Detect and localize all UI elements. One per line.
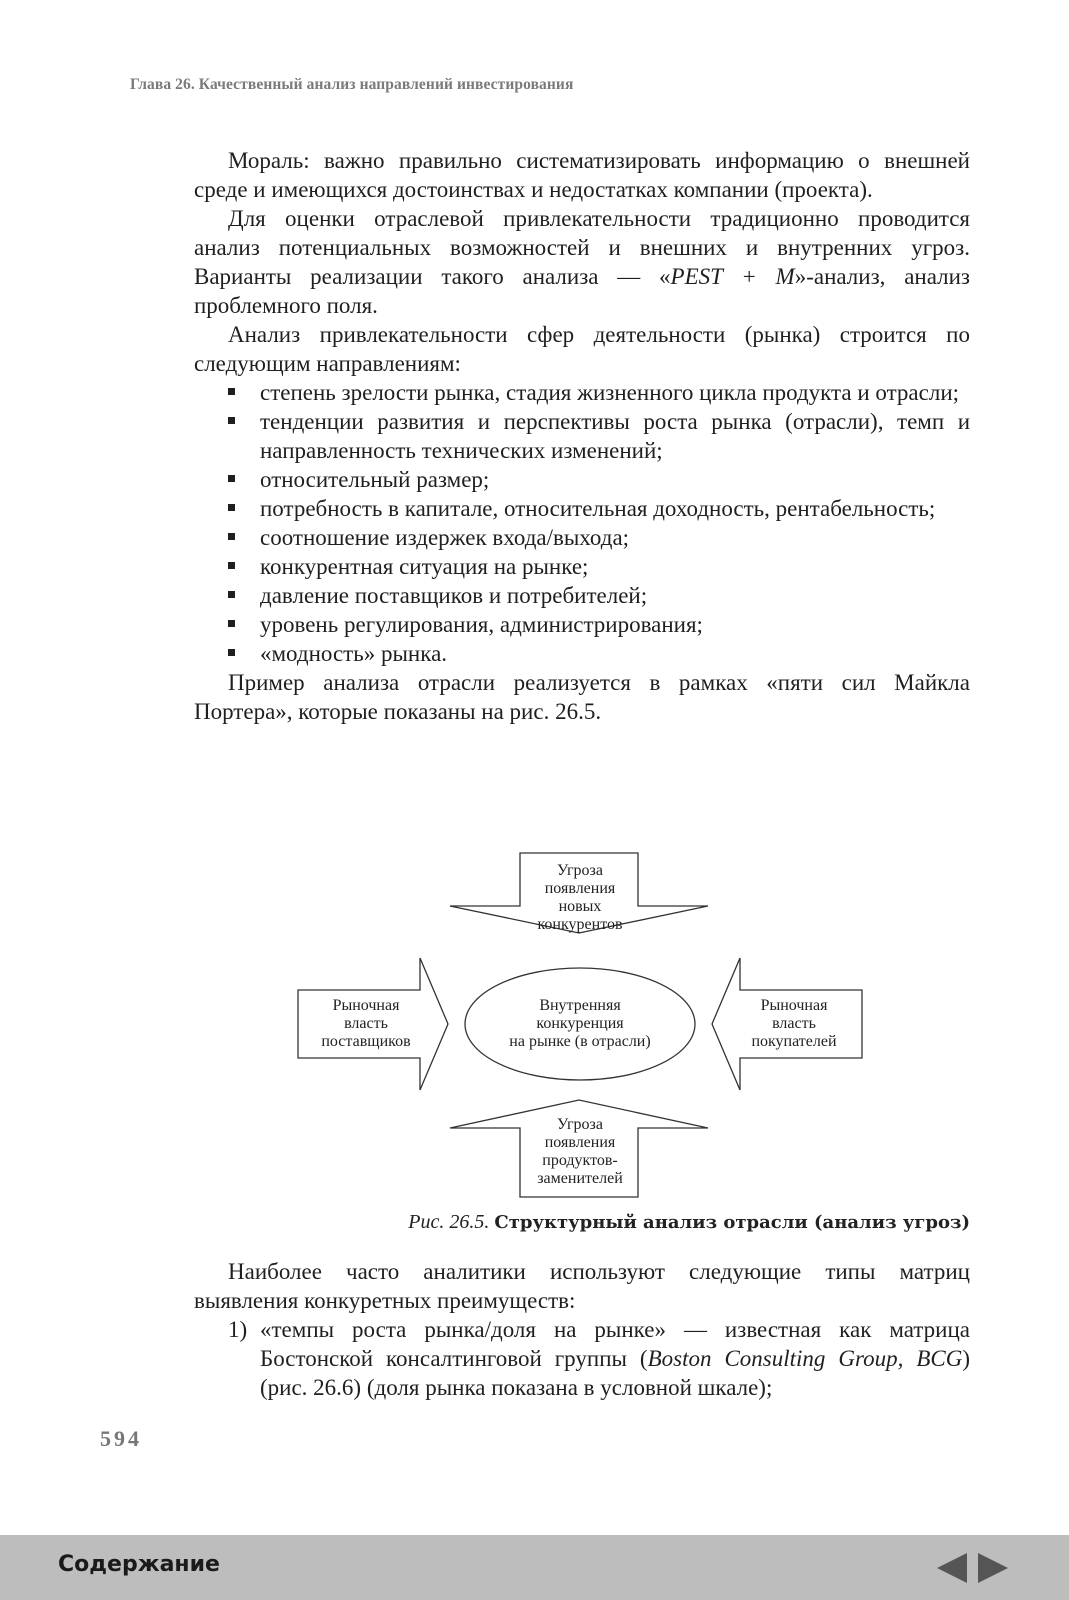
body-text <box>194 146 970 726</box>
label-line: продуктов- <box>542 1152 618 1169</box>
list-item <box>194 378 970 407</box>
label-line: на рынке (в отрасли) <box>509 1033 651 1050</box>
label-line: заменителей <box>537 1170 623 1187</box>
list-number: 1) <box>228 1317 248 1342</box>
bullet-icon <box>228 417 235 424</box>
list-item-text: потребность в капитале, относительная доходность, рентабельность; <box>260 496 936 521</box>
label-line: власть <box>344 1015 388 1032</box>
bullet-icon <box>228 388 235 395</box>
bullet-icon <box>228 620 235 627</box>
figure-caption <box>408 1211 970 1234</box>
numbered-list <box>194 1315 970 1402</box>
list-item-text: степень зрелости рынка, стадия жизненного цикла продукта и отрасли; <box>260 380 960 405</box>
bullet-icon <box>228 475 235 482</box>
body-text-continued <box>194 1257 970 1402</box>
center-force-label <box>475 997 685 1051</box>
table-of-contents-link[interactable]: Содержание <box>58 1552 220 1577</box>
bullet-icon <box>228 562 235 569</box>
label-line: появления <box>544 880 616 897</box>
bullet-icon <box>228 591 235 598</box>
label-line: поставщиков <box>321 1033 411 1050</box>
label-line: власть <box>772 1015 816 1032</box>
label-line: новых <box>558 898 602 915</box>
paragraph-text: »-анализ, анализ проблемного поля. <box>194 264 970 318</box>
list-item-text: соотношение издержек входа/выхода; <box>260 525 630 550</box>
bottom-force-label <box>515 1116 645 1188</box>
pest-term: PEST + M <box>670 264 795 289</box>
next-page-icon[interactable] <box>976 1551 1010 1585</box>
caption-title: Структурный анализ отрасли (анализ угроз) <box>494 1212 970 1233</box>
paragraph <box>194 204 970 320</box>
label-line: Рыночная <box>332 997 400 1014</box>
list-item-text: относительный размер; <box>260 467 490 492</box>
left-force-label <box>298 997 434 1051</box>
list-item <box>194 1315 970 1402</box>
paragraph: Анализ привлекательности сфер деятельности (рынка) строится по следующим направлениям: <box>194 322 970 376</box>
previous-page-icon[interactable] <box>935 1551 969 1585</box>
bullet-icon <box>228 533 235 540</box>
list-item <box>194 494 970 523</box>
list-item-text: уровень регулирования, администрирования; <box>260 612 703 637</box>
label-line: конкурентов <box>537 916 623 933</box>
caption-number: Рис. 26.5. <box>408 1211 490 1233</box>
label-line: покупателей <box>751 1033 837 1050</box>
bullet-list <box>194 378 970 668</box>
list-item-text: «модность» рынка. <box>260 641 448 666</box>
list-item-text: конкурентная ситуация на рынке; <box>260 554 589 579</box>
paragraph: Мораль: важно правильно систематизировать информацию о внешней среде и имеющихся достоинствах и недостатках компании (проекта). <box>194 148 970 202</box>
list-item <box>194 581 970 610</box>
list-item-text: ) (рис. 26.6) (доля рынка показана в условной шкале); <box>260 1346 970 1400</box>
bcg-term: Boston Consulting Group, BCG <box>647 1346 963 1371</box>
list-item-text: «темпы роста рынка/доля на рынке» — известная как матрица Бостонской консалтинговой группы ( <box>260 1317 970 1371</box>
list-item <box>194 610 970 639</box>
list-item <box>194 407 970 465</box>
paragraph-text: Для оценки отраслевой привлекательности традиционно проводится анализ потенциальных возможностей и внешних и внутренних угроз. Варианты реализации такого анализа — « <box>194 206 970 289</box>
bullet-icon <box>228 649 235 656</box>
running-header: Глава 26. Качественный анализ направлений инвестирования <box>130 76 574 93</box>
list-item <box>194 465 970 494</box>
paragraph: Пример анализа отрасли реализуется в рамках «пяти сил Майкла Портера», которые показаны на рис. 26.5. <box>194 670 970 724</box>
label-line: конкуренция <box>536 1015 624 1032</box>
page-number: 594 <box>100 1426 142 1451</box>
label-line: Угроза <box>557 1116 603 1133</box>
label-line: появления <box>544 1134 616 1151</box>
list-item <box>194 552 970 581</box>
bullet-icon <box>228 504 235 511</box>
right-force-label <box>726 997 862 1051</box>
list-item-text: давление поставщиков и потребителей; <box>260 583 648 608</box>
label-line: Угроза <box>557 862 603 879</box>
list-item-text: тенденции развития и перспективы роста рынка (отрасли), темп и направленность технических изменений; <box>260 409 970 463</box>
label-line: Рыночная <box>760 997 828 1014</box>
porter-five-forces-diagram <box>290 850 870 1200</box>
paragraph: Наиболее часто аналитики используют следующие типы матриц выявления конкуретных преимуществ: <box>194 1259 970 1313</box>
list-item <box>194 523 970 552</box>
top-force-label <box>515 862 645 934</box>
list-item <box>194 639 970 668</box>
label-line: Внутренняя <box>539 997 621 1014</box>
bottom-navigation-bar <box>0 1535 1069 1600</box>
